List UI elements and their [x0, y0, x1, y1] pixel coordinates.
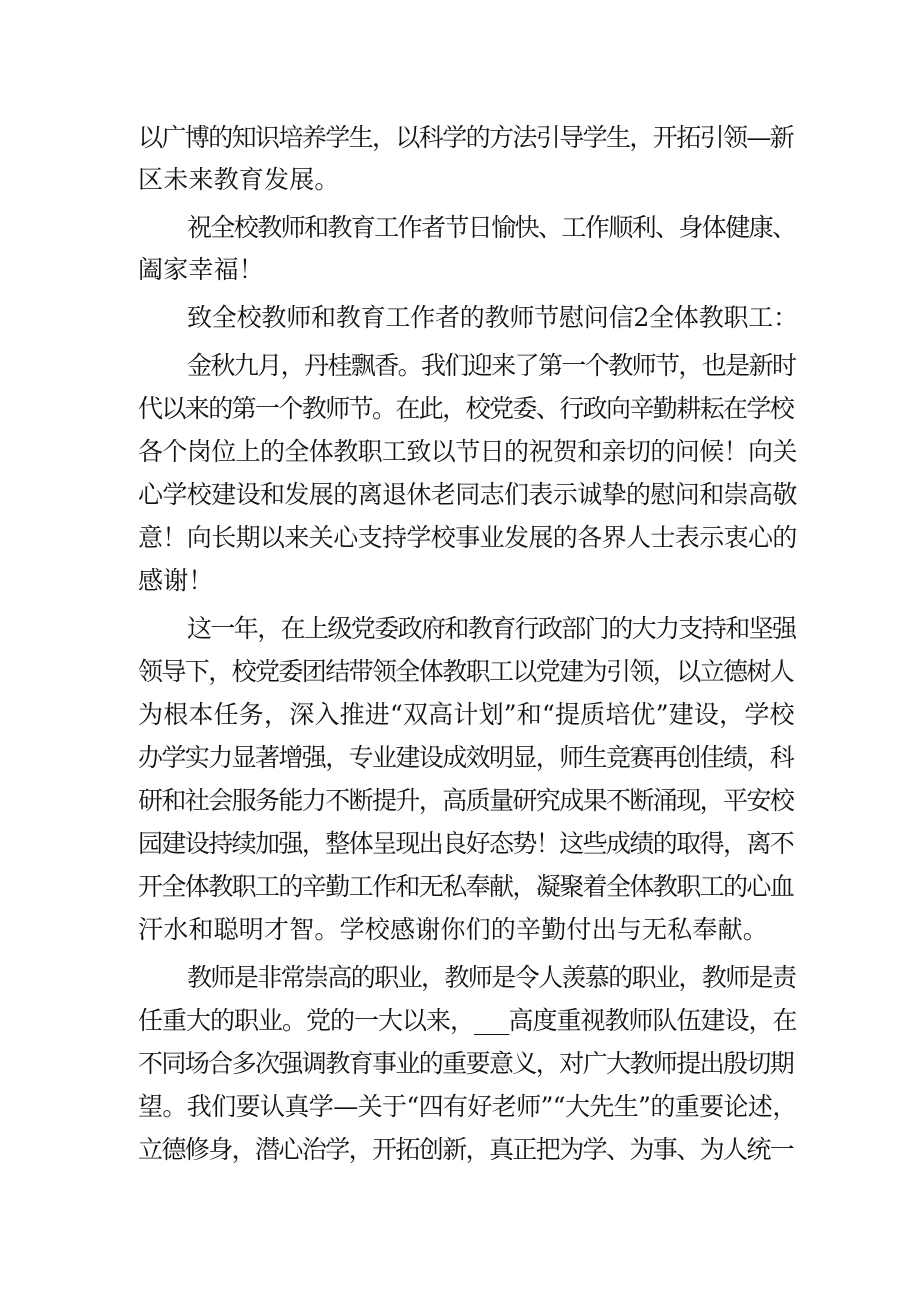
text-line: 开全体教职工的辛勤工作和无私奉献，凝聚着全体教职工的心血 [138, 872, 794, 901]
text-line: 意！向长期以来关心支持学校事业发展的各界人士表示衷心的 [138, 523, 797, 552]
text-line: 致全校教师和教育工作者的教师节慰问信2全体教职工： [187, 303, 798, 332]
text-line: 心学校建设和发展的离退休老同志们表示诚挚的慰问和崇高敬 [138, 480, 797, 509]
text-line: 各个岗位上的全体教职工致以节日的祝贺和亲切的问候！向关 [138, 437, 797, 466]
text-line: 祝全校教师和教育工作者节日愉快、工作顺利、身体健康、 [187, 213, 796, 242]
text-line: 办学实力显著增强，专业建设成效明显，师生竞赛再创佳绩，科 [138, 743, 794, 772]
text-line: 研和社会服务能力不断提升，高质量研究成果不断涌现，平安校 [138, 786, 794, 815]
text-line: 以广博的知识培养学生，以科学的方法引导学生，开拓引领—新 [138, 123, 794, 152]
text-line: 阖家幸福！ [138, 255, 265, 284]
text-line: 金秋九月，丹桂飘香。我们迎来了第一个教师节，也是新时 [187, 351, 796, 380]
text-line: 代以来的第一个教师节。在此，校党委、行政向辛勤耕耘在学校 [138, 394, 794, 423]
text-line: 领导下，校党委团结带领全体教职工以党建为引领，以立德树人 [138, 657, 794, 686]
text-line: 园建设持续加强，整体呈现出良好态势！这些成绩的取得，离不 [138, 829, 794, 858]
text-line: 区未来教育发展。 [138, 165, 340, 194]
text-line: 为根本任务，深入推进“双高计划”和“提质培优”建设，学校 [138, 700, 795, 729]
text-line: 汗水和聪明才智。学校感谢你们的辛勤付出与无私奉献。 [138, 915, 769, 944]
text-line: 望。我们要认真学—关于“四有好老师”“大先生”的重要论述， [138, 1092, 797, 1121]
text-line: 感谢！ [138, 566, 214, 595]
text-line: 任重大的职业。党的一大以来，___高度重视教师队伍建设，在 [138, 1006, 797, 1035]
text-line: 立德修身，潜心治学，开拓创新，真正把为学、为事、为人统一 [138, 1135, 794, 1164]
text-line: 不同场合多次强调教育事业的重要意义，对广大教师提出殷切期 [138, 1049, 794, 1078]
text-line: 教师是非常崇高的职业，教师是令人羡慕的职业，教师是责 [187, 963, 796, 992]
text-line: 这一年，在上级党委政府和教育行政部门的大力支持和坚强 [187, 614, 796, 643]
